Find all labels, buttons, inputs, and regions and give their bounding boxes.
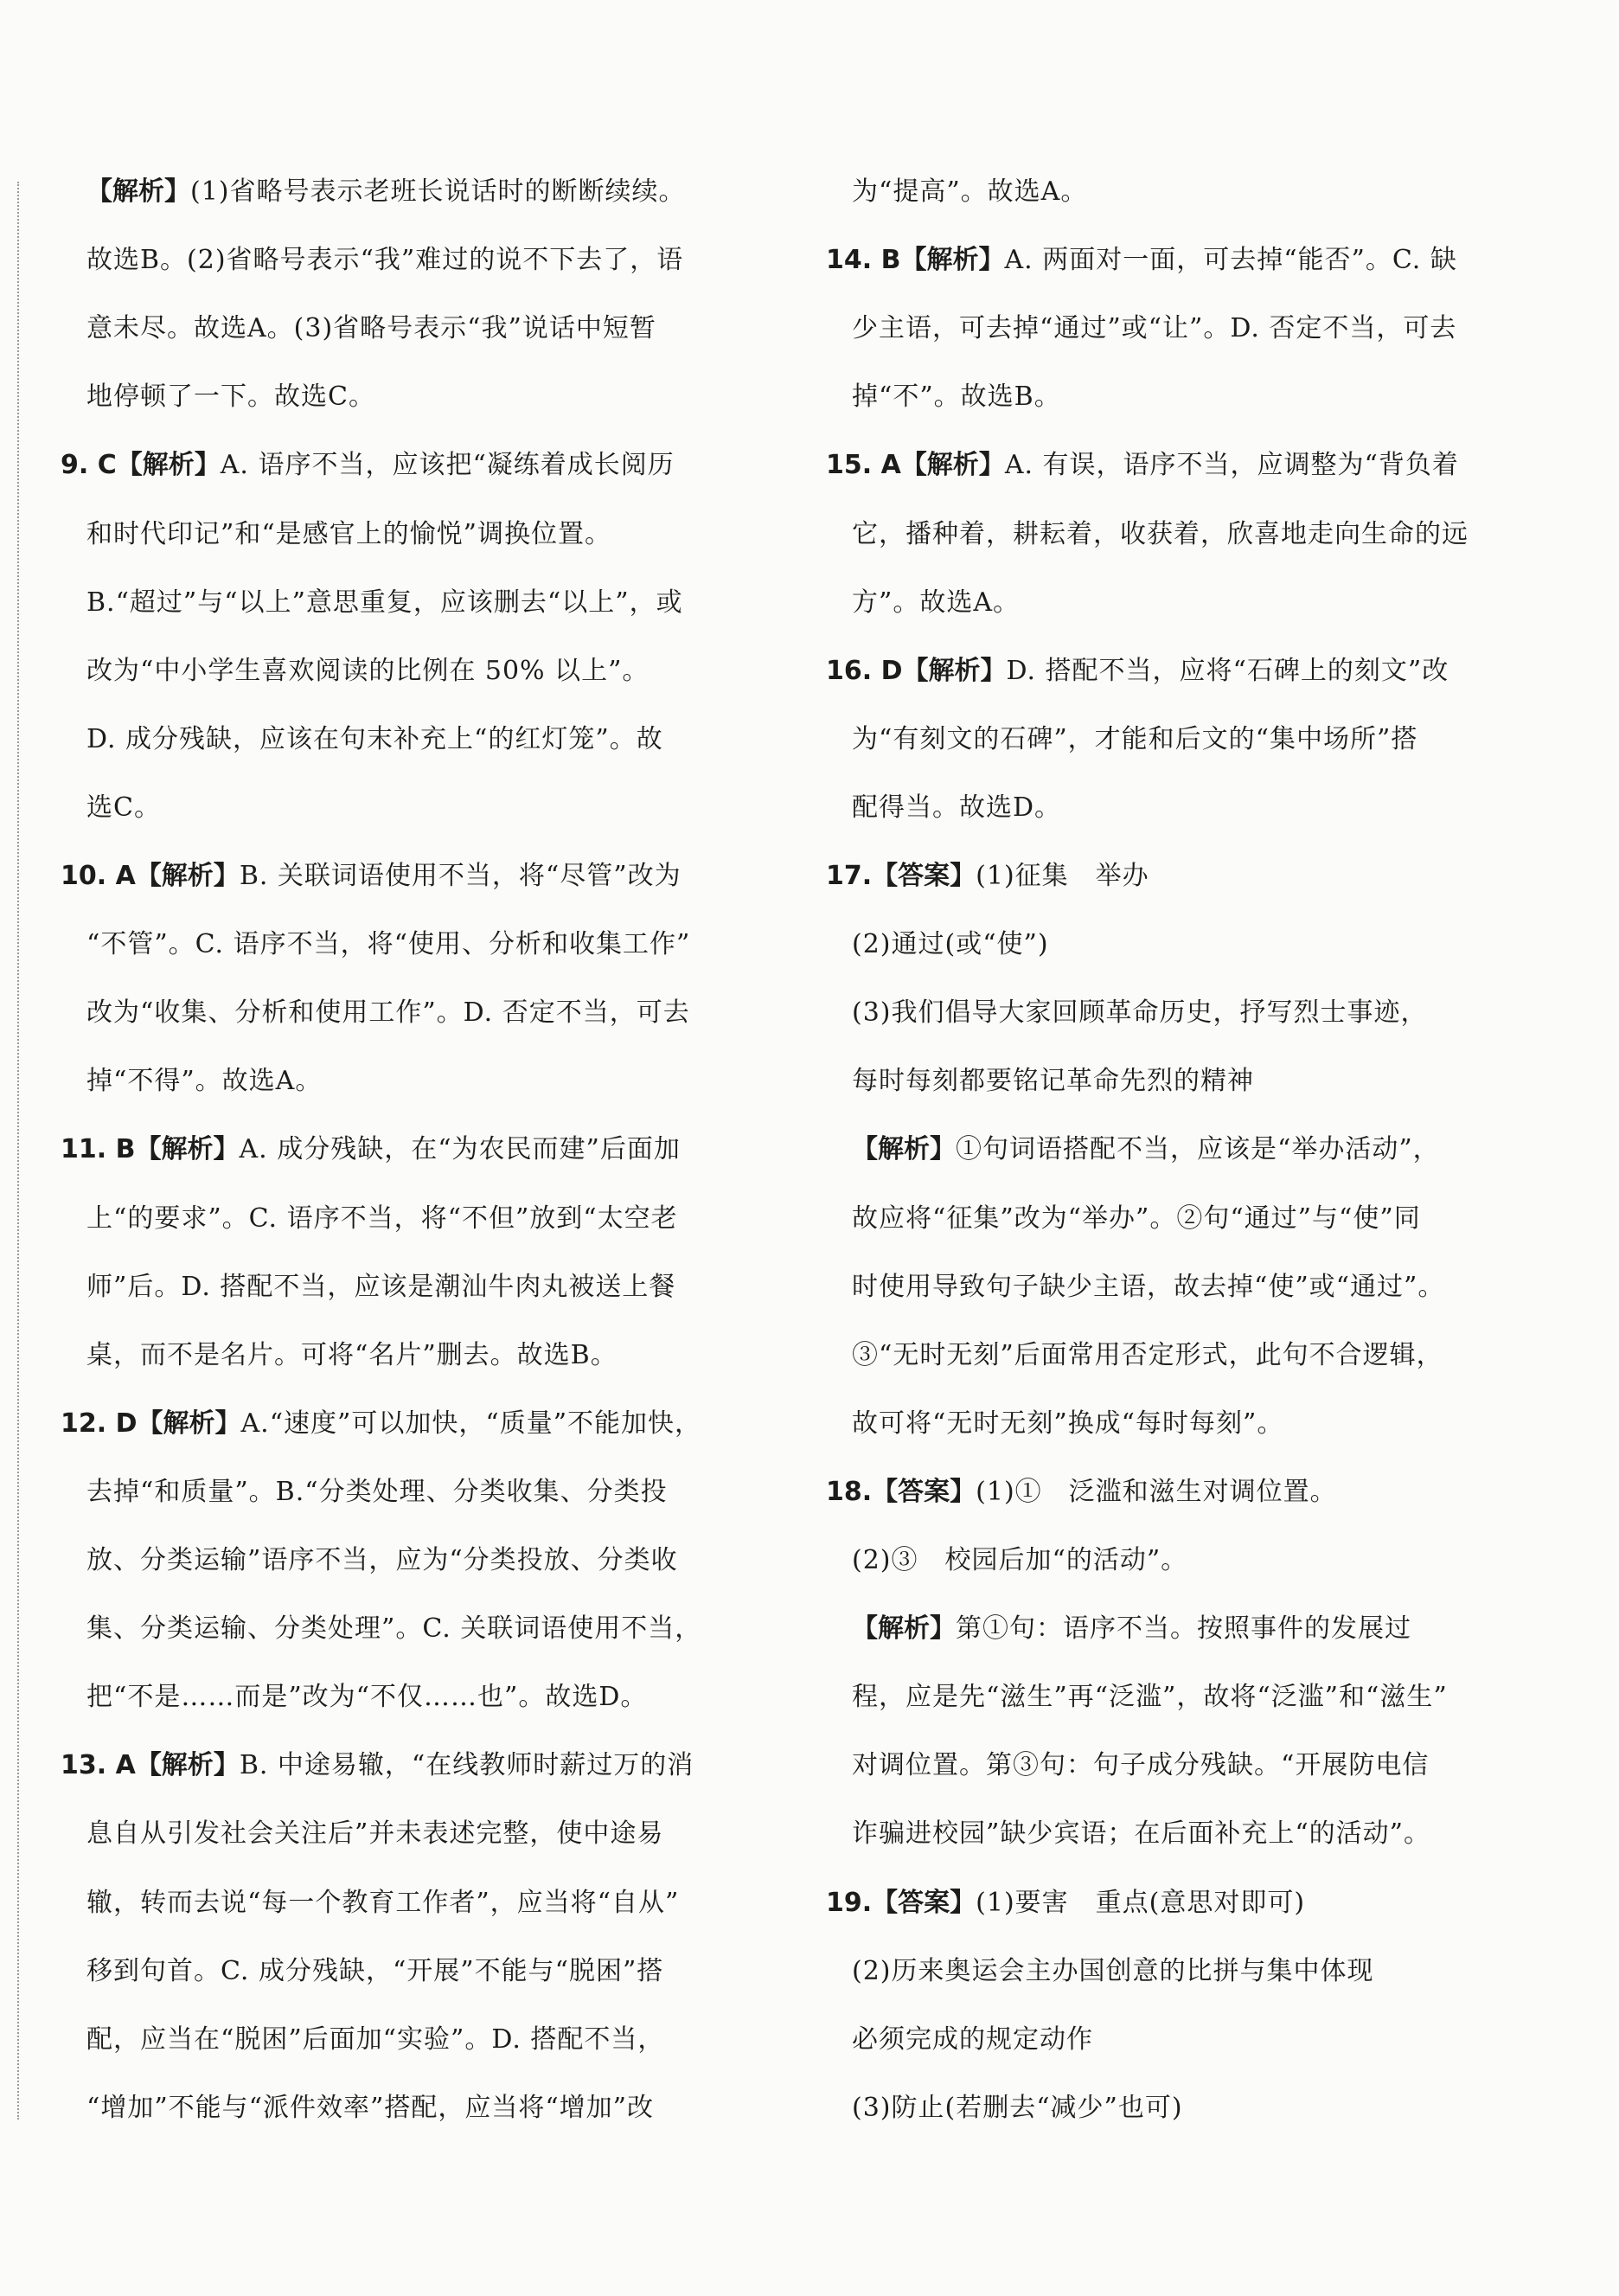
question-number: 13. A bbox=[61, 1750, 136, 1781]
text-line bbox=[61, 448, 675, 483]
label-tag: 【解析】 bbox=[135, 1750, 240, 1781]
line-text: A. 语序不当，应该把“凝练着成长阅历 bbox=[220, 450, 675, 481]
text-line bbox=[826, 859, 1149, 894]
text-line bbox=[852, 2091, 1183, 2126]
line-text: 移到句首。C. 成分残缺，“开展”不能与“脱困”搭 bbox=[86, 1955, 664, 1986]
text-line bbox=[86, 586, 683, 620]
text-line bbox=[86, 1817, 663, 1851]
question-number: 19. bbox=[826, 1887, 873, 1918]
text-line bbox=[86, 175, 686, 209]
text-line bbox=[61, 1132, 681, 1167]
line-text: A. 成分残缺，在“为农民而建”后面加 bbox=[239, 1134, 681, 1165]
text-line bbox=[86, 2091, 654, 2126]
line-text: 必须完成的规定动作 bbox=[852, 2023, 1093, 2055]
line-text: 地停顿了一下。故选C。 bbox=[86, 382, 375, 413]
line-text: 时使用导致句子缺少主语，故去掉“使”或“通过”。 bbox=[852, 1271, 1445, 1302]
line-text: D. 搭配不当，应将“石碑上的刻文”改 bbox=[1006, 655, 1449, 686]
text-line bbox=[852, 517, 1469, 552]
text-line bbox=[86, 1612, 701, 1646]
text-line bbox=[826, 243, 1457, 278]
line-text: 和时代印记”和“是感官上的愉悦”调换位置。 bbox=[86, 518, 612, 549]
label-tag: 【答案】 bbox=[872, 861, 976, 891]
text-line bbox=[86, 996, 690, 1030]
line-text: 它，播种着，耕耘着，收获着，欣喜地走向生命的远 bbox=[852, 518, 1469, 549]
text-line bbox=[852, 1543, 1187, 1578]
line-text: 去掉“和质量”。B.“分类处理、分类收集、分类投 bbox=[86, 1476, 668, 1507]
line-text: (2)通过(或“使”) bbox=[852, 929, 1049, 960]
question-number: 16. D bbox=[826, 655, 903, 686]
question-number: 17. bbox=[826, 861, 873, 891]
label-tag: 【解析】 bbox=[116, 450, 221, 481]
question-number: 10. A bbox=[61, 861, 136, 891]
text-line bbox=[826, 1886, 1305, 1921]
text-line bbox=[852, 1612, 1411, 1646]
line-text: B.“超过”与“以上”意思重复，应该删去“以上”，或 bbox=[86, 587, 683, 618]
line-text: 意未尽。故选A。(3)省略号表示“我”说话中短暂 bbox=[86, 313, 656, 344]
text-line bbox=[852, 1132, 1440, 1167]
line-text: 配，应当在“脱困”后面加“实验”。D. 搭配不当， bbox=[86, 2023, 665, 2055]
line-text: 为“提高”。故选A。 bbox=[852, 176, 1088, 207]
text-line bbox=[86, 243, 683, 278]
line-text: 故可将“无时无刻”换成“每时每刻”。 bbox=[852, 1408, 1284, 1439]
line-text: 为“有刻文的石碑”，才能和后文的“集中场所”搭 bbox=[852, 723, 1418, 754]
label-tag: 【解析】 bbox=[852, 1134, 956, 1165]
label-tag: 【解析】 bbox=[135, 1134, 240, 1165]
line-text: 对调位置。第③句：句子成分残缺。“开展防电信 bbox=[852, 1750, 1430, 1781]
text-line bbox=[852, 586, 1020, 620]
line-text: “增加”不能与“派件效率”搭配，应当将“增加”改 bbox=[86, 2092, 655, 2123]
text-line bbox=[86, 1543, 678, 1578]
line-text: A. 有误，语序不当，应调整为“背负着 bbox=[1004, 450, 1459, 481]
label-tag: 【解析】 bbox=[86, 176, 190, 207]
line-text: 少主语，可去掉“通过”或“让”。D. 否定不当，可去 bbox=[852, 313, 1457, 344]
question-number: 18. bbox=[826, 1476, 873, 1507]
text-line bbox=[61, 1748, 694, 1783]
line-text: (1)要害 重点(意思对即可) bbox=[976, 1887, 1306, 1918]
line-text: 故选B。(2)省略号表示“我”难过的说不下去了，语 bbox=[86, 245, 684, 276]
text-line bbox=[86, 791, 161, 825]
label-tag: 【解析】 bbox=[135, 861, 240, 891]
line-text: (1)省略号表示老班长说话时的断断续续。 bbox=[190, 176, 686, 207]
line-text: 故应将“征集”改为“举办”。②句“通过”与“使”同 bbox=[852, 1203, 1421, 1234]
line-text: 放、分类运输”语序不当，应为“分类投放、分类收 bbox=[86, 1545, 678, 1575]
line-text: 掉“不”。故选B。 bbox=[852, 382, 1061, 413]
text-line bbox=[852, 1817, 1430, 1851]
line-text: A.“速度”可以加快，“质量”不能加快， bbox=[240, 1408, 702, 1439]
text-line bbox=[852, 2023, 1093, 2057]
line-text: (1)征集 举办 bbox=[976, 861, 1149, 891]
line-text: 师”后。D. 搭配不当，应该是潮汕牛肉丸被送上餐 bbox=[86, 1271, 676, 1302]
line-text: 每时每刻都要铭记革命先烈的精神 bbox=[852, 1066, 1254, 1097]
text-line bbox=[86, 1270, 675, 1305]
line-text: 程，应是先“滋生”再“泛滥”，故将“泛滥”和“滋生” bbox=[852, 1682, 1448, 1713]
text-line bbox=[86, 1202, 678, 1236]
question-number: 15. A bbox=[826, 450, 901, 481]
text-line bbox=[826, 654, 1449, 689]
text-line bbox=[852, 1748, 1429, 1783]
question-number: 9. C bbox=[61, 450, 117, 481]
line-text: 辙，转而去说“每一个教育工作者”，应当将“自从” bbox=[86, 1887, 680, 1918]
label-tag: 【答案】 bbox=[872, 1476, 976, 1507]
line-text: (3)防止(若删去“减少”也可) bbox=[852, 2092, 1183, 2123]
label-tag: 【解析】 bbox=[900, 450, 1005, 481]
text-line bbox=[61, 859, 682, 894]
line-text: 把“不是……而是”改为“不仅……也”。故选D。 bbox=[86, 1682, 648, 1713]
line-text: 上“的要求”。C. 语序不当，将“不但”放到“太空老 bbox=[86, 1203, 678, 1234]
label-tag: 【解析】 bbox=[852, 1613, 956, 1645]
text-line bbox=[86, 1064, 322, 1099]
question-number: 11. B bbox=[61, 1134, 136, 1165]
text-line bbox=[86, 722, 663, 757]
line-text: “不管”。C. 语序不当，将“使用、分析和收集工作” bbox=[86, 929, 691, 960]
question-number: 14. B bbox=[826, 245, 901, 276]
line-text: D. 成分残缺，应该在句末补充上“的红灯笼”。故 bbox=[86, 723, 663, 754]
text-line bbox=[852, 1954, 1374, 1989]
line-text: (1)① 泛滥和滋生对调位置。 bbox=[976, 1476, 1337, 1507]
line-text: (2)③ 校园后加“的活动”。 bbox=[852, 1545, 1188, 1575]
label-tag: 【解析】 bbox=[902, 655, 1007, 686]
text-line bbox=[852, 996, 1428, 1030]
label-tag: 【解析】 bbox=[137, 1408, 241, 1439]
text-line bbox=[86, 1338, 618, 1373]
column-divider bbox=[17, 182, 19, 2120]
text-line bbox=[86, 311, 656, 346]
text-line bbox=[86, 1680, 647, 1715]
text-line bbox=[852, 722, 1417, 757]
text-line bbox=[826, 448, 1459, 483]
text-line bbox=[826, 1475, 1337, 1510]
line-text: ①句词语搭配不当，应该是“举办活动”， bbox=[956, 1134, 1440, 1165]
text-line bbox=[852, 380, 1061, 414]
text-line bbox=[86, 1475, 668, 1510]
line-text: 选C。 bbox=[86, 792, 161, 823]
text-line bbox=[86, 517, 611, 552]
line-text: 改为“收集、分析和使用工作”。D. 否定不当，可去 bbox=[86, 997, 690, 1029]
line-text: 诈骗进校园”缺少宾语；在后面补充上“的活动”。 bbox=[852, 1818, 1431, 1850]
text-line bbox=[852, 1407, 1283, 1441]
label-tag: 【解析】 bbox=[900, 245, 1005, 276]
line-text: 方”。故选A。 bbox=[852, 587, 1021, 618]
text-line bbox=[852, 1680, 1448, 1715]
line-text: B. 中途易辙，“在线教师时薪过万的消 bbox=[239, 1750, 694, 1781]
label-tag: 【答案】 bbox=[872, 1887, 976, 1918]
line-text: (2)历来奥运会主办国创意的比拼与集中体现 bbox=[852, 1955, 1374, 1986]
text-line bbox=[852, 1064, 1254, 1099]
text-line bbox=[86, 654, 649, 689]
question-number: 12. D bbox=[61, 1408, 138, 1439]
line-text: 配得当。故选D。 bbox=[852, 792, 1062, 823]
line-text: 集、分类运输、分类处理”。C. 关联词语使用不当， bbox=[86, 1613, 702, 1645]
text-line bbox=[852, 175, 1087, 209]
text-line bbox=[86, 1886, 679, 1921]
text-line bbox=[86, 2023, 664, 2057]
text-line bbox=[852, 927, 1049, 962]
line-text: 息自从引发社会关注后”并未表述完整，使中途易 bbox=[86, 1818, 664, 1850]
line-text: 改为“中小学生喜欢阅读的比例在 50% 以上”。 bbox=[86, 655, 650, 686]
text-line bbox=[86, 1954, 663, 1989]
text-line bbox=[852, 1202, 1421, 1236]
line-text: 桌，而不是名片。可将“名片”删去。故选B。 bbox=[86, 1339, 618, 1370]
text-line bbox=[86, 380, 375, 414]
line-text: (3)我们倡导大家回顾革命历史，抒写烈士事迹， bbox=[852, 997, 1428, 1029]
text-line bbox=[852, 1270, 1444, 1305]
text-line bbox=[852, 791, 1061, 825]
line-text: A. 两面对一面，可去掉“能否”。C. 缺 bbox=[1004, 245, 1457, 276]
line-text: ③“无时无刻”后面常用否定形式，此句不合逻辑， bbox=[852, 1339, 1443, 1370]
line-text: B. 关联词语使用不当，将“尽管”改为 bbox=[239, 861, 682, 891]
line-text: 掉“不得”。故选A。 bbox=[86, 1066, 323, 1097]
text-line bbox=[852, 311, 1456, 346]
line-text: 第①句：语序不当。按照事件的发展过 bbox=[956, 1613, 1411, 1645]
text-line bbox=[86, 927, 690, 962]
text-line bbox=[61, 1407, 701, 1441]
text-line bbox=[852, 1338, 1443, 1373]
